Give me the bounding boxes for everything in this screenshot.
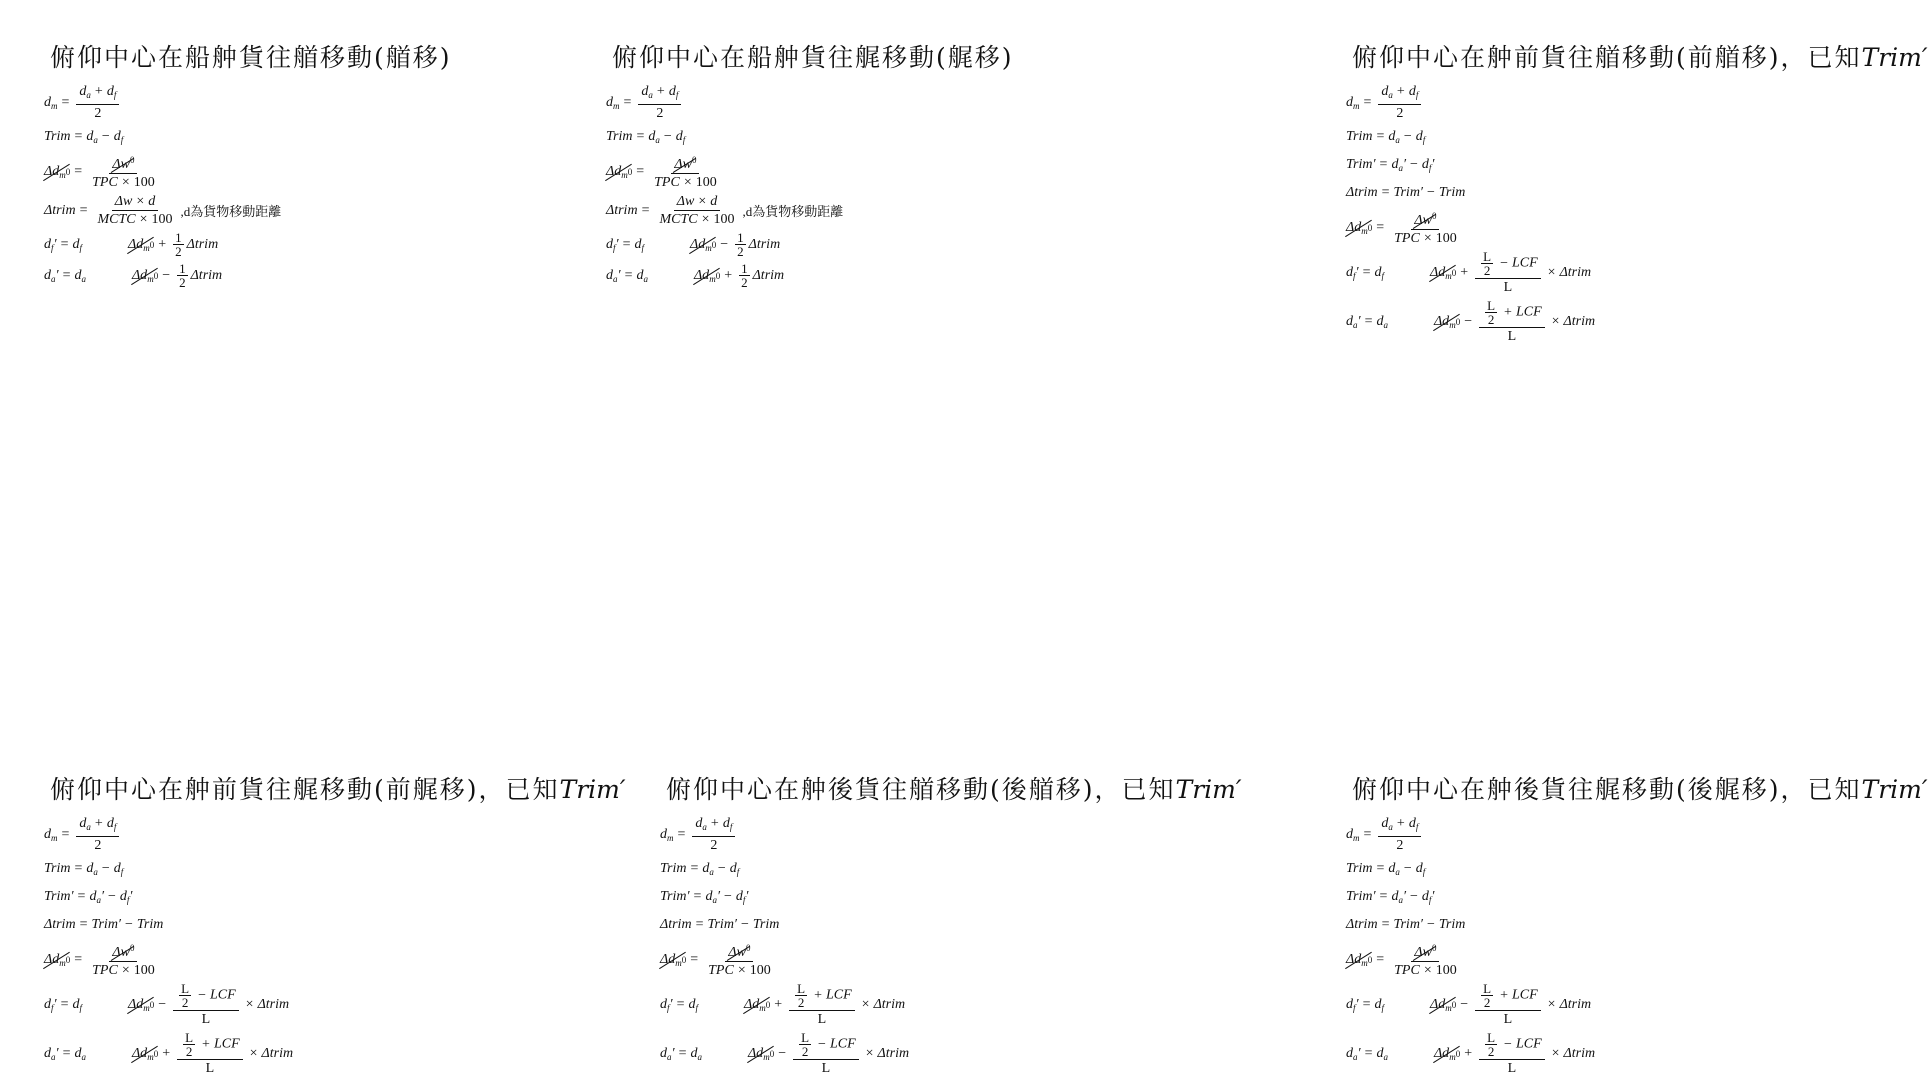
panel-title: 俯仰中心在船舯貨往艉移動(艉移) (612, 43, 1014, 72)
equation-list (660, 816, 1242, 1076)
eq-new-trim: Trim′ = $d_a'$ − $d_f'$ (1346, 157, 1435, 173)
distance-note: ,d為貨物移動距離 (180, 204, 282, 219)
title-variable: Trim′ (1861, 775, 1928, 804)
eq-mean-draft: $d_m$ = $\frac{d_a + d_f}{2}$ (1346, 816, 1928, 853)
eq-trim-change: Δtrim = $\frac{\Delta w \times d}{\text{MCTC × 100}}$ ,d為貨物移動距離 (44, 194, 282, 227)
formula-panel (1346, 770, 1928, 1076)
eq-trim: Trim = $d_a$ − $d_f$ (660, 861, 740, 877)
eq-mean-draft: $d_m$ = $\frac{d_a + d_f}{2}$ (606, 84, 1014, 121)
panel-title: 俯仰中心在舯前貨往艉移動(前艉移)，已知Trim′ (50, 775, 626, 804)
panel-title: 俯仰中心在舯後貨往艉移動(後艉移)，已知Trim′ (1352, 775, 1928, 804)
title-variable: Trim′ (1175, 775, 1242, 804)
eq-sinkage: $\Delta d_m$ 0 = $\frac{\Delta w^0}{\text{TPC × 100}}$ (1346, 211, 1457, 246)
eq-trim-change: Δtrim = Trim′ − Trim (44, 917, 164, 932)
eq-mean-draft: $d_m$ = $\frac{d_a + d_f}{2}$ (44, 816, 626, 853)
eq-trim-change: Δtrim = Trim′ − Trim (1346, 917, 1466, 932)
title-variable: Trim′ (559, 775, 626, 804)
panel-title: 俯仰中心在舯前貨往艏移動(前艏移)，已知Trim′ (1352, 43, 1928, 72)
eq-trim-change: Δtrim = Trim′ − Trim (1346, 185, 1466, 200)
eq-new-fore-draft: $d_f'$ = $d_f$ $\Delta d_m$ 0 + $\frac{L}{2}$ − LCF L × Δtrim (1346, 249, 1592, 295)
eq-new-fore-draft: $d_f'$ = $d_f$ $\Delta d_m$ 0 − $\frac{L}{2}$ + LCF L × Δtrim (1346, 981, 1592, 1027)
eq-new-fore-draft: $d_f'$ = $d_f$ $\Delta d_m$ 0 − $\frac{L}{2}$ − LCF L × Δtrim (44, 981, 290, 1027)
distance-note: ,d為貨物移動距離 (742, 204, 844, 219)
equation-list (44, 84, 452, 289)
equation-list (1346, 816, 1928, 1076)
eq-new-aft-draft: $d_a'$ = $d_a$ $\Delta d_m$ 0 + $\frac{L}{2}$ + LCF L × Δtrim (44, 1030, 294, 1076)
eq-mean-draft: $d_m$ = $\frac{d_a + d_f}{2}$ (44, 84, 452, 121)
eq-trim: Trim = $d_a$ − $d_f$ (44, 861, 124, 877)
eq-mean-draft: $d_m$ = $\frac{d_a + d_f}{2}$ (660, 816, 1242, 853)
eq-new-trim: Trim′ = $d_a'$ − $d_f'$ (1346, 889, 1435, 905)
eq-new-aft-draft: $d_a'$ = $d_a$ $\Delta d_m$ 0 + $\frac{L}{2}$ − LCF L × Δtrim (1346, 1030, 1596, 1076)
eq-new-fore-draft: $d_f'$ = $d_f$ $\Delta d_m$ 0 − $\frac{1}{2}$ Δtrim (606, 230, 781, 259)
eq-new-aft-draft: $d_a'$ = $d_a$ $\Delta d_m$ 0 − $\frac{1}{2}$ Δtrim (44, 261, 223, 290)
eq-sinkage: $\Delta d_m$ 0 = $\frac{\Delta w^0}{\text{TPC × 100}}$ (1346, 943, 1457, 978)
eq-trim: Trim = $d_a$ − $d_f$ (44, 129, 124, 145)
eq-trim-change: Δtrim = $\frac{\Delta w \times d}{\text{MCTC × 100}}$ ,d為貨物移動距離 (606, 194, 844, 227)
eq-sinkage: $\Delta d_m$ 0 = $\frac{\Delta w^0}{\text{TPC × 100}}$ (660, 943, 771, 978)
title-variable: Trim′ (1861, 43, 1928, 72)
equation-list (44, 816, 626, 1076)
eq-trim: Trim = $d_a$ − $d_f$ (1346, 861, 1426, 877)
formula-panel (606, 38, 1014, 290)
eq-new-aft-draft: $d_a'$ = $d_a$ $\Delta d_m$ 0 − $\frac{L}{2}$ − LCF L × Δtrim (660, 1030, 910, 1076)
eq-new-trim: Trim′ = $d_a'$ − $d_f'$ (660, 889, 749, 905)
eq-sinkage: $\Delta d_m$ 0 = $\frac{\Delta w^0}{\text{TPC × 100}}$ (44, 943, 155, 978)
eq-sinkage: $\Delta d_m$ 0 = $\frac{\Delta w^0}{\text{TPC × 100}}$ (44, 155, 155, 190)
eq-new-fore-draft: $d_f'$ = $d_f$ $\Delta d_m$ 0 + $\frac{L}{2}$ + LCF L × Δtrim (660, 981, 906, 1027)
eq-new-trim: Trim′ = $d_a'$ − $d_f'$ (44, 889, 133, 905)
eq-trim-change: Δtrim = Trim′ − Trim (660, 917, 780, 932)
panel-title: 俯仰中心在舯後貨往艏移動(後艏移)，已知Trim′ (666, 775, 1242, 804)
formula-panel (44, 38, 452, 290)
formula-panel (660, 770, 1242, 1076)
eq-mean-draft: $d_m$ = $\frac{d_a + d_f}{2}$ (1346, 84, 1928, 121)
eq-trim: Trim = $d_a$ − $d_f$ (1346, 129, 1426, 145)
formula-panel (44, 770, 626, 1076)
equation-list (1346, 84, 1928, 344)
equation-list (606, 84, 1014, 289)
eq-sinkage: $\Delta d_m$ 0 = $\frac{\Delta w^0}{\text{TPC × 100}}$ (606, 155, 717, 190)
eq-new-fore-draft: $d_f'$ = $d_f$ $\Delta d_m$ 0 + $\frac{1}{2}$ Δtrim (44, 230, 219, 259)
eq-new-aft-draft: $d_a'$ = $d_a$ $\Delta d_m$ 0 + $\frac{1}{2}$ Δtrim (606, 261, 785, 290)
formula-panel (1346, 38, 1928, 344)
panel-title: 俯仰中心在船舯貨往艏移動(艏移) (50, 43, 452, 72)
eq-new-aft-draft: $d_a'$ = $d_a$ $\Delta d_m$ 0 − $\frac{L}{2}$ + LCF L × Δtrim (1346, 298, 1596, 344)
eq-trim: Trim = $d_a$ − $d_f$ (606, 129, 686, 145)
